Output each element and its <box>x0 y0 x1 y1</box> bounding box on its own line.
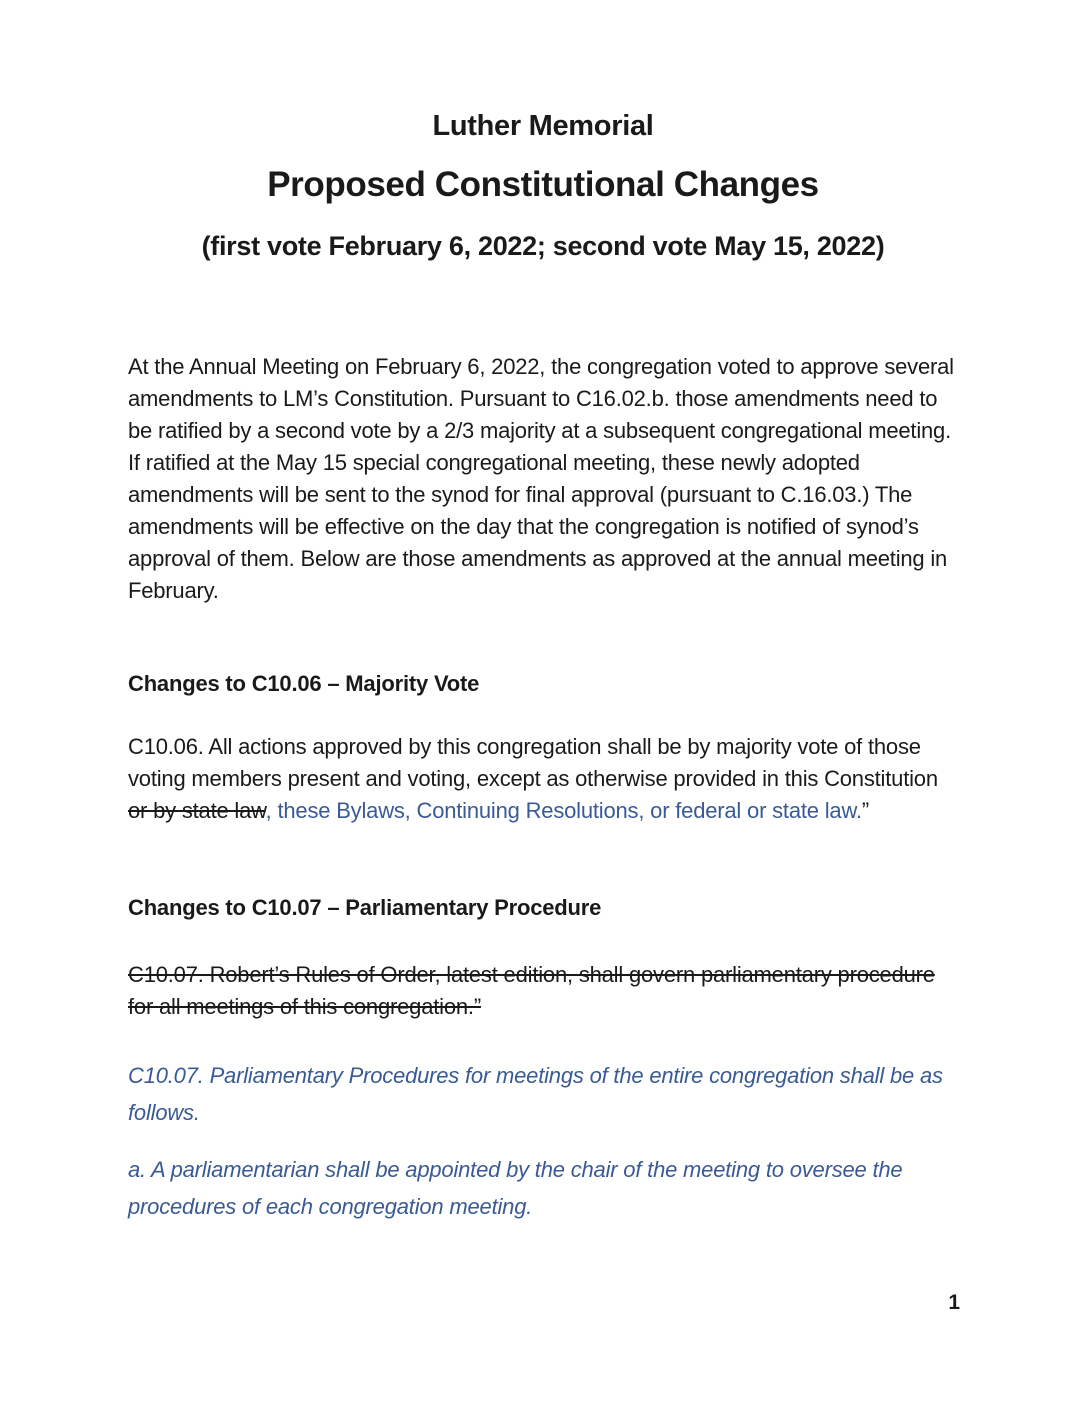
doc-title-vote-dates: (first vote February 6, 2022; second vote May 15, 2022) <box>201 231 885 262</box>
paragraph-c10-07-inserted-2: a. A parliamentarian shall be appointed by the chair of the meeting to oversee the procedures of each congregation meeting. <box>128 1156 903 1219</box>
c10-06-deleted-text: or by state law <box>128 797 266 823</box>
page-number: 1 <box>948 1291 960 1314</box>
section-heading-c10-06: Changes to C10.06 – Majority Vote <box>128 670 480 696</box>
doc-title-organization: Luther Memorial <box>432 110 654 142</box>
paragraph-c10-07-inserted-1: C10.07. Parliamentary Procedures for meetings of the entire congregation shall be as follows. <box>128 1062 943 1125</box>
paragraph-c10-06 <box>128 731 958 827</box>
c10-06-closing-quote: ” <box>861 797 869 823</box>
section-heading-c10-07: Changes to C10.07 – Parliamentary Procedure <box>128 894 602 920</box>
doc-title-main: Proposed Constitutional Changes <box>267 165 819 205</box>
c10-06-inserted-text: , these Bylaws, Continuing Resolutions, or federal or state law. <box>265 797 862 823</box>
intro-paragraph: At the Annual Meeting on February 6, 2022, the congregation voted to approve several amendments to LM’s Constitution. Pursuant to C16.02.b. those amendments need to be ratified by a second vote by a 2/3 majority at a subsequent congregational meeting. If ratified at the May 15 special congregational meeting, these newly adopted amendments will be sent to the synod for final approval (pursuant to C.16.03.) The amendments will be effective on the day that the congregation is notified of synod’s approval of them. Below are those amendments as approved at the annual meeting in February. <box>128 353 954 603</box>
paragraph-c10-07-deleted: C10.07. Robert’s Rules of Order, latest edition, shall govern parliamentary procedure for all meetings of this congregation.” <box>128 961 935 1019</box>
c10-06-original-text: C10.06. All actions approved by this congregation shall be by majority vote of those voting members present and voting, except as otherwise provided in this Constitution <box>128 733 938 791</box>
